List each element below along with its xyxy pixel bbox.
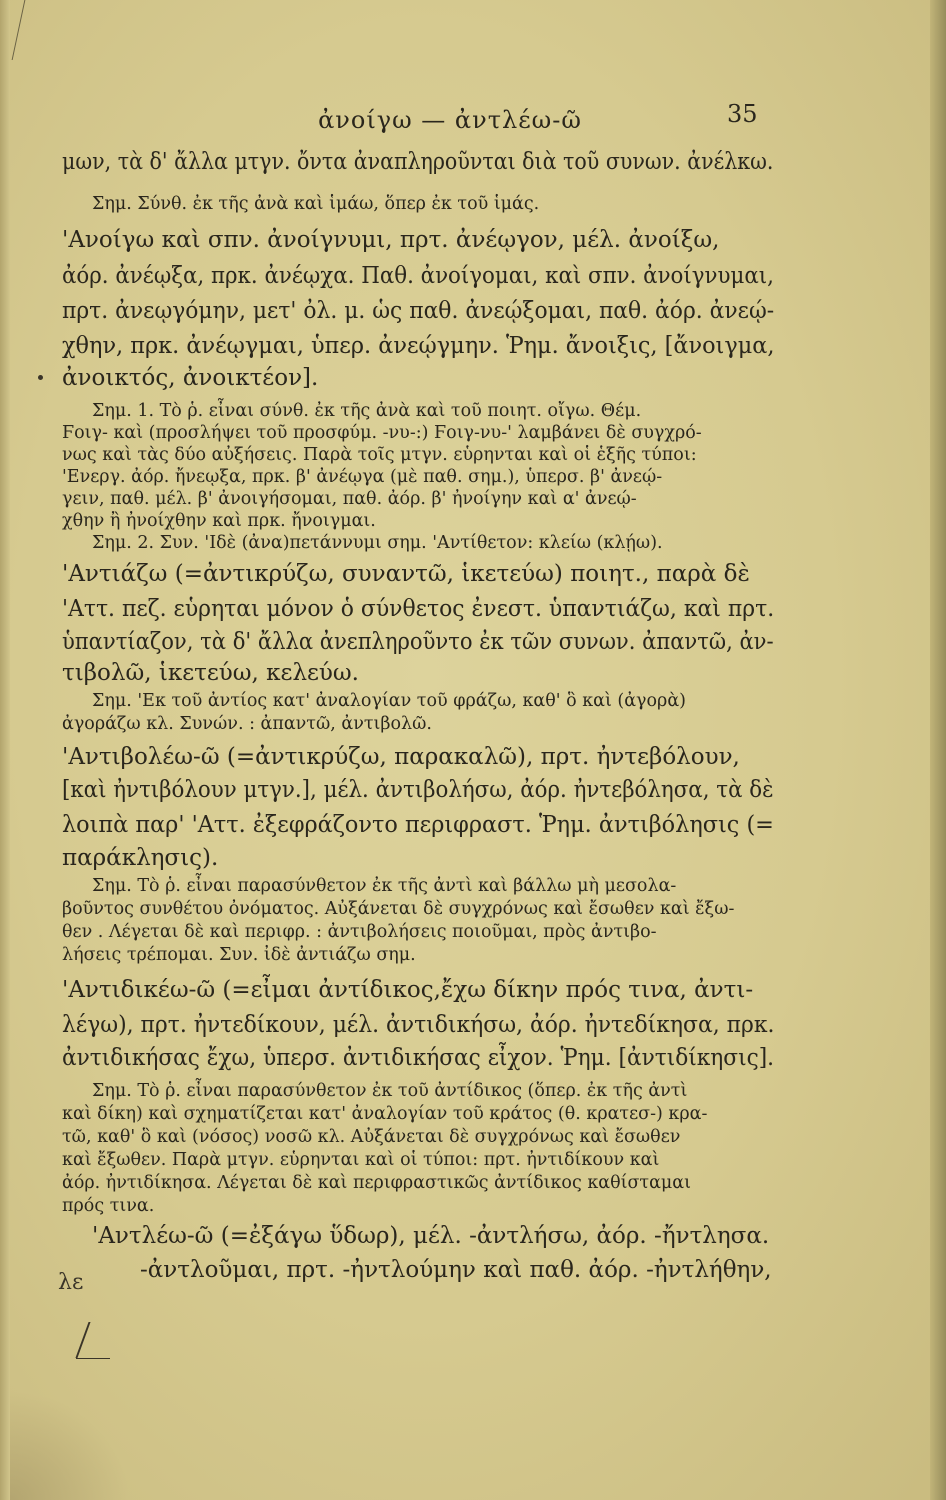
note-line: ἀγοράζω κλ. Συνών. : ἀπαντῶ, ἀντιβολῶ. — [62, 714, 432, 734]
note-line: Σημ. Τὸ ῥ. εἶναι παρασύνθετον ἐκ τῆς ἀντὶ καὶ βάλλω μὴ μεσολα- — [92, 876, 677, 896]
note-line: νως καὶ τὰς δύο αὐξήσεις. Παρὰ τοῖς μτγν. εὑρηνται καὶ οἱ ἑξῆς τύποι: — [62, 445, 697, 465]
text-line: παράκλησις). — [62, 845, 219, 871]
text-line: [καὶ ἠντιβόλουν μτγν.], μέλ. ἀντιβολήσω, ἀόρ. ἠντεβόλησα, τὰ δὲ — [62, 777, 774, 803]
note-line: Σημ. 1. Τὸ ῥ. εἶναι σύνθ. ἐκ τῆς ἀνὰ καὶ τοῦ ποιητ. οἴγω. Θέμ. — [92, 401, 642, 421]
running-header — [0, 98, 946, 138]
note-line: Σημ. 2. Συν. 'Ιδὲ (ἀνα)πετάννυμι σημ. 'Αντίθετον: κλείω (κλῄω). — [92, 533, 663, 553]
page-left-edge — [0, 0, 10, 1500]
handwritten-margin-mark — [76, 1322, 110, 1359]
note-line: Σημ. 'Εκ τοῦ ἀντίος κατ' ἀναλογίαν τοῦ φράζω, καθ' ὃ καὶ (ἀγορὰ) — [92, 691, 686, 711]
margin-dot — [38, 375, 43, 380]
entry-line: 'Αντιδικέω-ῶ (=εἶμαι ἀντίδικος,ἔχω δίκην πρός τινα, ἀντι- — [62, 977, 754, 1003]
entry-line: 'Αντιβολέω-ῶ (=ἀντικρύζω, παρακαλῶ), πρτ. ἠντεβόλουν, — [62, 744, 740, 770]
text-line: ἀνοικτός, ἀνοικτέον]. — [62, 365, 319, 391]
page-title: ἀνοίγω — ἀντλέω-ῶ — [318, 106, 582, 134]
note-line: καὶ δίκη) καὶ σχηματίζεται κατ' ἀναλογίαν τοῦ κράτος (θ. κρατεσ-) κρα- — [62, 1104, 708, 1124]
note-line: γειν, παθ. μέλ. β' ἀνοιγήσομαι, παθ. ἀόρ. β' ἠνοίγην καὶ α' ἀνεῴ- — [62, 489, 637, 509]
note-line: πρός τινα. — [62, 1196, 155, 1216]
entry-line: 'Ανοίγω καὶ σπν. ἀνοίγνυμι, πρτ. ἀνέῳγον, μέλ. ἀνοίξω, — [62, 227, 720, 253]
text-line: -ἀντλοῦμαι, πρτ. -ἠντλούμην καὶ παθ. ἀόρ. -ἠντλήθην, — [140, 1257, 772, 1283]
note-line: Ϝοιγ- καὶ (προσλήψει τοῦ προσφύμ. -νυ-:) Ϝοιγ-νυ-' λαμβάνει δὲ συγχρό- — [62, 423, 702, 443]
note-line: βοῦντος συνθέτου ὀνόματος. Αὐξάνεται δὲ συγχρόνως καὶ ἔσωθεν καὶ ἔξω- — [62, 899, 735, 919]
note-line: λήσεις τρέπομαι. Συν. ἰδὲ ἀντιάζω σημ. — [62, 945, 416, 965]
text-line: ὑπαντίαζον, τὰ δ' ἄλλα ἀνεπληροῦντο ἐκ τῶν συνων. ἀπαντῶ, ἀν- — [62, 629, 774, 655]
handwritten-margin-note: λε — [58, 1270, 84, 1295]
text-line: λοιπὰ παρ' 'Αττ. ἐξεφράζοντο περιφραστ. Ῥημ. ἀντιβόλησις (= — [62, 812, 774, 838]
note-line: τῶ, καθ' ὃ καὶ (νόσος) νοσῶ κλ. Αὐξάνεται δὲ συγχρόνως καὶ ἔσωθεν — [62, 1127, 681, 1147]
text-line: τιβολῶ, ἱκετεύω, κελεύω. — [62, 660, 359, 686]
note-line: Σημ. Τὸ ῥ. εἶναι παρασύνθετον ἐκ τοῦ ἀντίδικος (ὅπερ. ἐκ τῆς ἀντὶ — [92, 1081, 688, 1101]
text-line: ἀντιδικήσας ἔχω, ὑπερσ. ἀντιδικήσας εἶχον. Ῥημ. [ἀντιδίκησις]. — [62, 1045, 775, 1071]
page-number: 35 — [727, 100, 758, 128]
text-line: μων, τὰ δ' ἄλλα μτγν. ὄντα ἀναπληροῦνται διὰ τοῦ συνων. ἀνέλκω. — [62, 149, 774, 175]
entry-line: 'Αντιάζω (=ἀντικρύζω, συναντῶ, ἱκετεύω) ποιητ., παρὰ δὲ — [62, 561, 750, 587]
text-line: 'Αττ. πεζ. εὑρηται μόνον ὁ σύνθετος ἐνεστ. ὑπαντιάζω, καὶ πρτ. — [62, 596, 775, 622]
text-line: χθην, πρκ. ἀνέῳγμαι, ὑπερ. ἀνεῴγμην. Ῥημ. ἄνοιξις, [ἄνοιγμα, — [62, 333, 775, 359]
note-line: 'Ενεργ. ἀόρ. ἤνεῳξα, πρκ. β' ἀνέῳγα (μὲ παθ. σημ.), ὑπερσ. β' ἀνεῴ- — [62, 467, 663, 487]
entry-line: 'Αντλέω-ῶ (=ἐξάγω ὕδωρ), μέλ. -ἀντλήσω, ἀόρ. -ἤντλησα. — [92, 1223, 770, 1249]
note-line: καὶ ἔξωθεν. Παρὰ μτγν. εὑρηνται καὶ οἱ τύποι: πρτ. ἠντιδίκουν καὶ — [62, 1150, 660, 1170]
note-line: Σημ. Σύνθ. ἐκ τῆς ἀνὰ καὶ ἱμάω, ὅπερ ἐκ τοῦ ἱμάς. — [92, 194, 540, 214]
page-right-edge — [930, 0, 946, 1500]
text-line: πρτ. ἀνεῳγόμην, μετ' ὀλ. μ. ὡς παθ. ἀνεῴξομαι, παθ. ἀόρ. ἀνεῴ- — [62, 298, 775, 324]
note-line: ἀόρ. ἠντιδίκησα. Λέγεται δὲ καὶ περιφραστικῶς ἀντίδικος καθίσταμαι — [62, 1173, 691, 1193]
note-line: θεν . Λέγεται δὲ καὶ περιφρ. : ἀντιβολήσεις ποιοῦμαι, πρὸς ἀντιβο- — [62, 922, 657, 942]
text-line: ἀόρ. ἀνέῳξα, πρκ. ἀνέῳχα. Παθ. ἀνοίγομαι, καὶ σπν. ἀνοίγνυμαι, — [62, 263, 774, 289]
note-line: χθην ἢ ἠνοίχθην καὶ πρκ. ἤνοιγμαι. — [62, 511, 376, 531]
text-line: λέγω), πρτ. ἠντεδίκουν, μέλ. ἀντιδικήσω, ἀόρ. ἠντεδίκησα, πρκ. — [62, 1012, 775, 1038]
page-stain — [10, 1390, 130, 1500]
